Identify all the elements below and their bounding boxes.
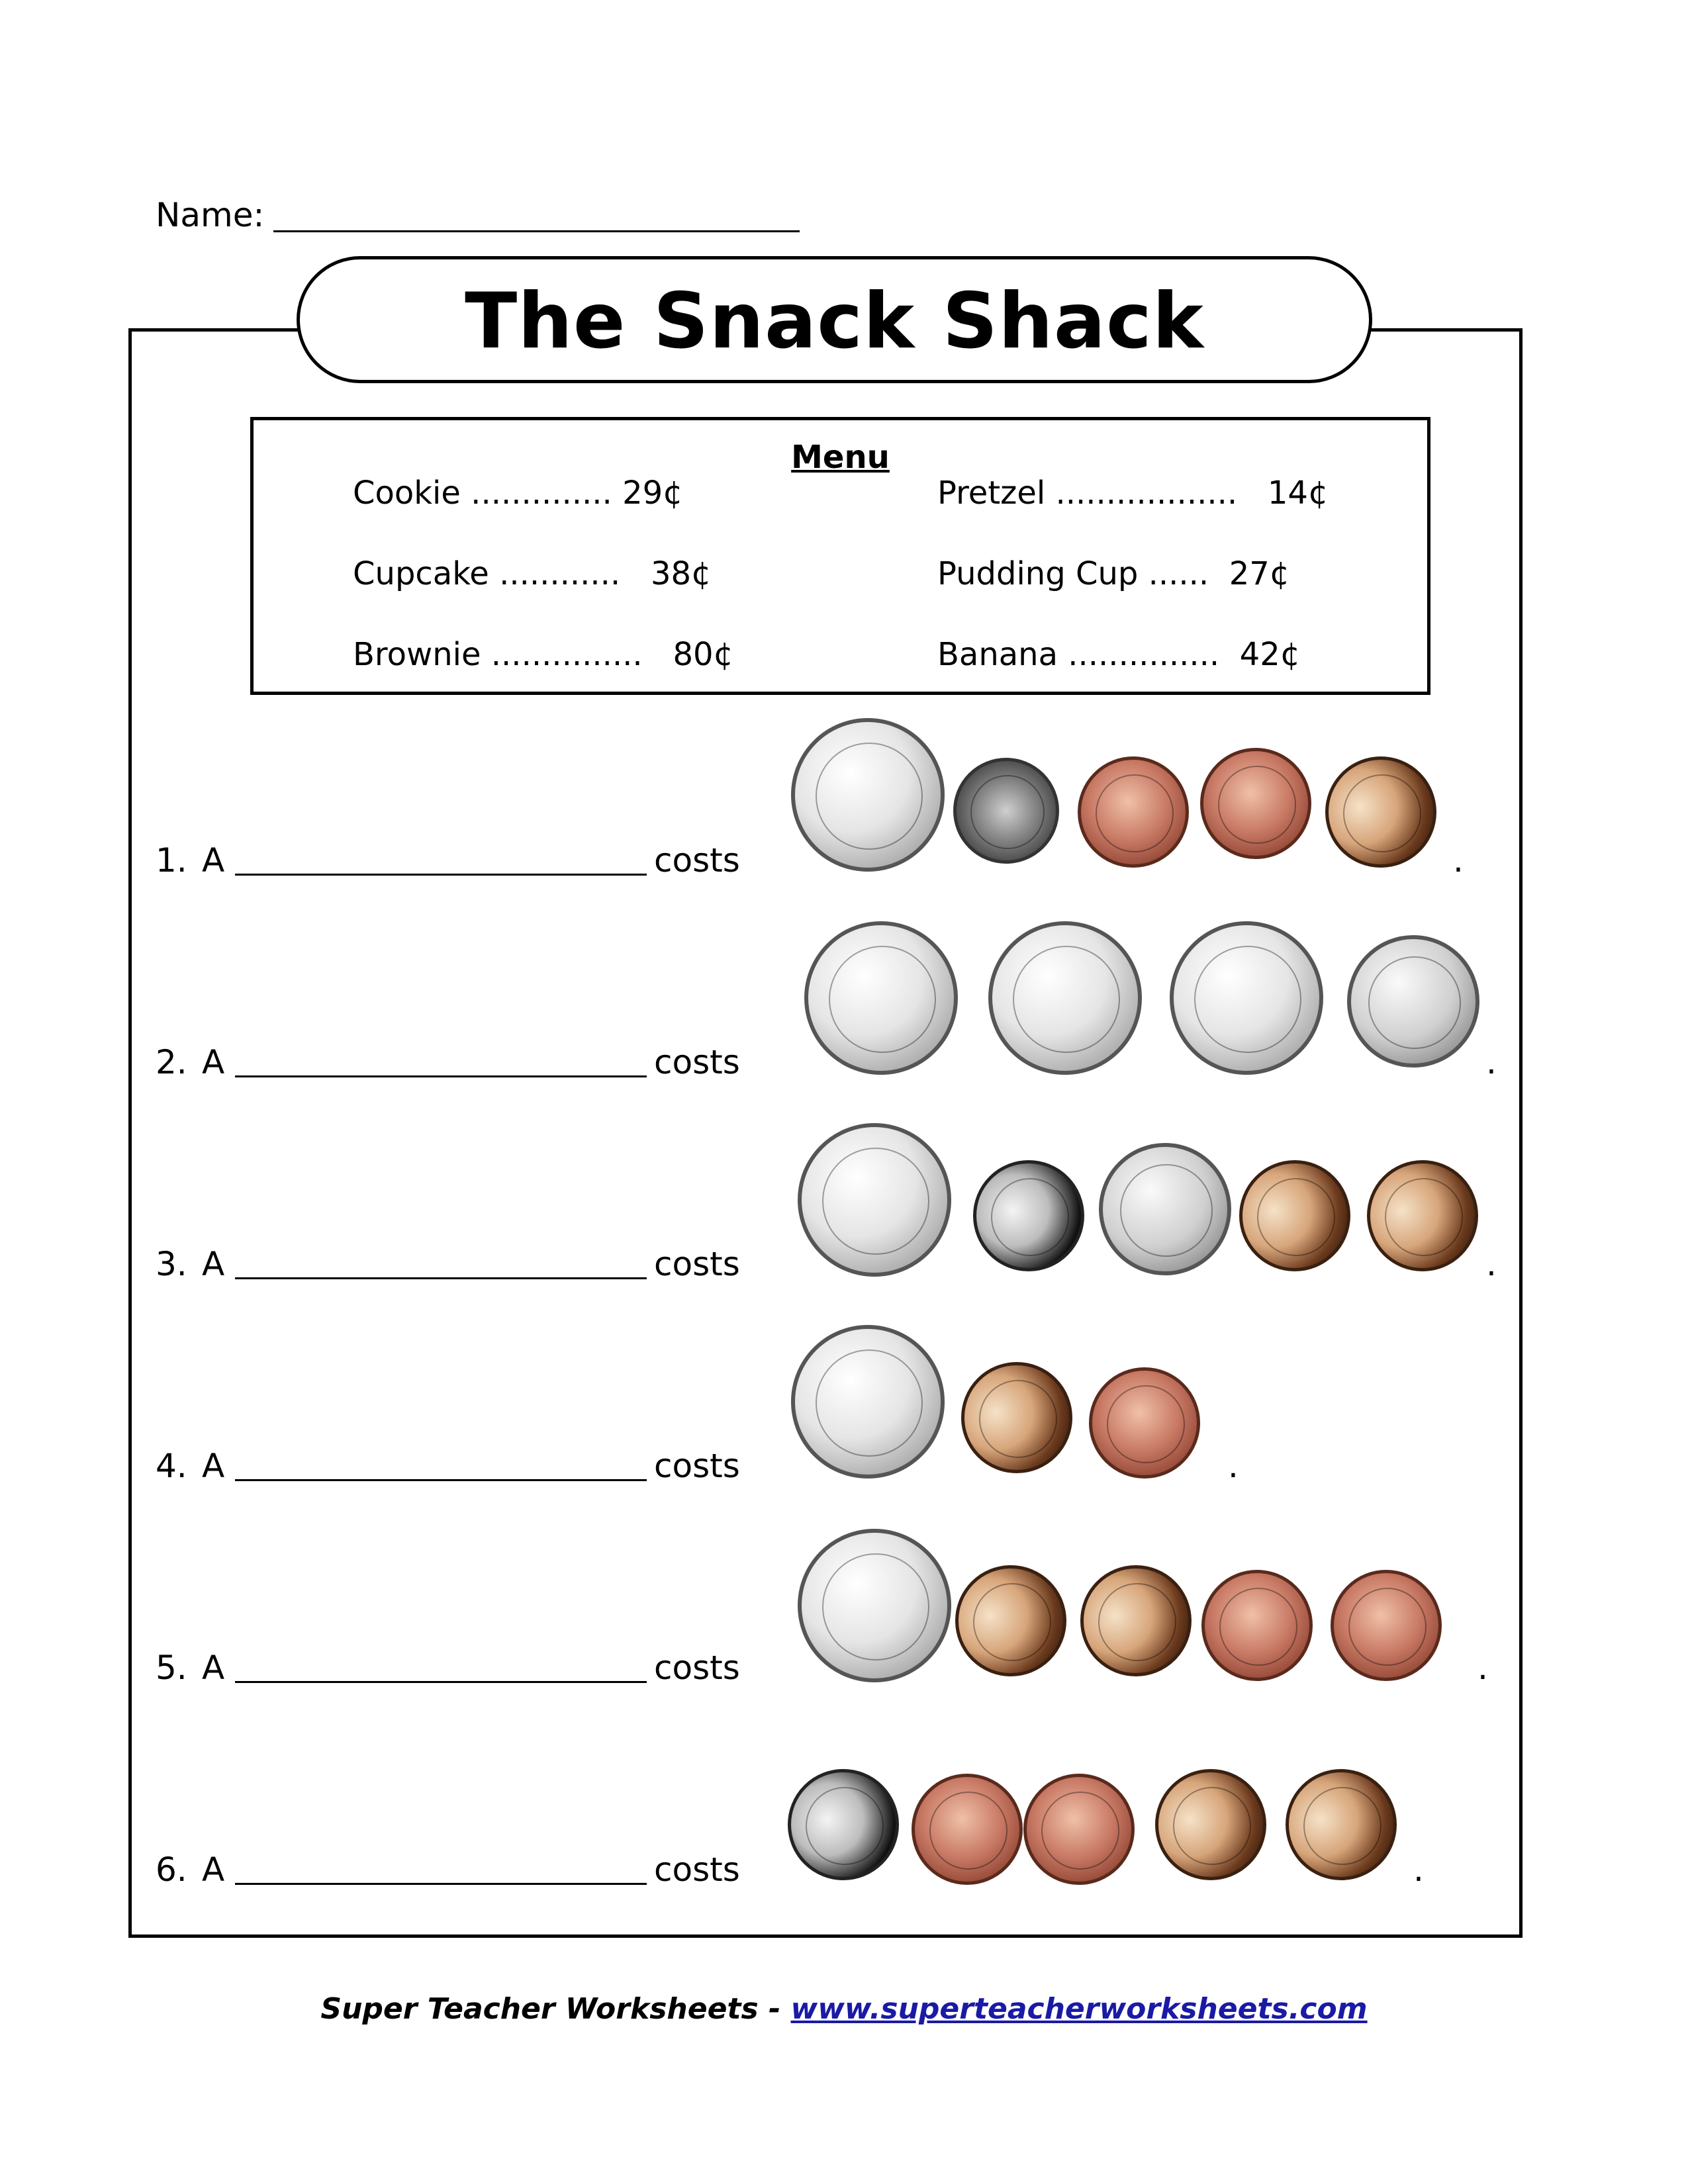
- page-title: The Snack Shack: [465, 277, 1204, 366]
- penny-coin: [1089, 1367, 1200, 1479]
- name-input-line[interactable]: [273, 230, 800, 232]
- question-number: 4.: [156, 1447, 187, 1485]
- coin-rim: [1368, 956, 1460, 1048]
- question-article: A: [202, 1649, 225, 1687]
- dime-coin: [788, 1769, 899, 1880]
- coin-rim: [929, 1792, 1008, 1870]
- quarter-coin: [1170, 921, 1323, 1075]
- menu-item-pudding-cup: [937, 554, 1289, 594]
- menu-item-dots: ..............: [460, 475, 612, 512]
- penny-coin: [1239, 1160, 1350, 1271]
- question-verb: costs: [654, 841, 740, 880]
- sentence-end: .: [1477, 1649, 1488, 1687]
- penny-coin: [1331, 1570, 1442, 1681]
- menu-item-pretzel: [937, 473, 1329, 513]
- coin-rim: [1257, 1178, 1335, 1256]
- menu-item-name: Banana: [937, 636, 1058, 673]
- coin-rim: [991, 1178, 1069, 1256]
- quarter-coin: [804, 921, 958, 1075]
- coin-rim: [816, 743, 923, 850]
- answer-blank[interactable]: [235, 1883, 647, 1885]
- name-label: Name:: [156, 196, 265, 234]
- answer-blank[interactable]: [235, 1479, 647, 1481]
- footer-link[interactable]: www.superteacherworksheets.com: [790, 1992, 1368, 2026]
- penny-coin: [1080, 1565, 1192, 1676]
- dime-coin: [973, 1160, 1084, 1271]
- coin-rim: [1385, 1178, 1463, 1256]
- menu-item-dots: ...............: [481, 636, 643, 673]
- menu-item-name: Pretzel: [937, 475, 1046, 512]
- coin-rim: [1194, 946, 1301, 1053]
- menu-item-banana: [937, 635, 1300, 674]
- coin-rim: [1343, 774, 1421, 852]
- question-number: 5.: [156, 1649, 187, 1687]
- coin-rim: [829, 946, 936, 1053]
- penny-coin: [1367, 1160, 1478, 1271]
- coin-rim: [1096, 774, 1174, 852]
- question-number: 6.: [156, 1850, 187, 1889]
- menu-box: [250, 417, 1430, 695]
- penny-coin: [1200, 748, 1311, 859]
- sentence-end: .: [1228, 1447, 1239, 1485]
- menu-item-brownie: [353, 635, 733, 674]
- answer-blank[interactable]: [235, 874, 647, 876]
- coin-rim: [806, 1787, 884, 1865]
- menu-item-price: 42¢: [1239, 636, 1301, 673]
- coin-rim: [1041, 1792, 1119, 1870]
- quarter-coin: [988, 921, 1142, 1075]
- answer-blank[interactable]: [235, 1681, 647, 1683]
- nickel-coin: [1347, 935, 1479, 1068]
- coin-rim: [1098, 1583, 1176, 1661]
- menu-item-dots: ...............: [1058, 636, 1220, 673]
- menu-heading: Menu: [791, 439, 890, 476]
- menu-item-cupcake: [353, 554, 712, 594]
- menu-item-cookie: [353, 473, 683, 513]
- dime-coin: [953, 758, 1059, 864]
- quarter-coin: [791, 718, 945, 872]
- menu-item-price: 38¢: [650, 555, 712, 592]
- menu-item-name: Cupcake: [353, 555, 489, 592]
- menu-item-name: Brownie: [353, 636, 481, 673]
- answer-blank[interactable]: [235, 1075, 647, 1077]
- question-verb: costs: [654, 1245, 740, 1283]
- coin-rim: [1348, 1588, 1427, 1666]
- sentence-end: .: [1453, 841, 1464, 880]
- coin-rim: [1013, 946, 1120, 1053]
- question-number: 1.: [156, 841, 187, 880]
- penny-coin: [1325, 756, 1436, 868]
- question-verb: costs: [654, 1649, 740, 1687]
- nickel-coin: [1099, 1143, 1231, 1275]
- penny-coin: [955, 1565, 1066, 1676]
- penny-coin: [1201, 1570, 1313, 1681]
- sentence-end: .: [1486, 1245, 1497, 1283]
- menu-item-dots: ............: [489, 555, 621, 592]
- menu-item-dots: ......: [1138, 555, 1209, 592]
- question-verb: costs: [654, 1043, 740, 1081]
- penny-coin: [1155, 1769, 1266, 1880]
- coin-rim: [1303, 1787, 1382, 1865]
- menu-item-price: 14¢: [1267, 475, 1329, 512]
- coin-rim: [822, 1148, 929, 1255]
- footer-brand: Super Teacher Worksheets -: [320, 1992, 781, 2026]
- footer: [0, 1992, 1688, 2026]
- penny-coin: [1023, 1774, 1135, 1885]
- sentence-end: .: [1413, 1850, 1424, 1889]
- question-article: A: [202, 841, 225, 880]
- coin-rim: [822, 1553, 929, 1661]
- penny-coin: [912, 1774, 1023, 1885]
- question-article: A: [202, 1850, 225, 1889]
- question-verb: costs: [654, 1850, 740, 1889]
- question-article: A: [202, 1245, 225, 1283]
- coin-rim: [1120, 1164, 1212, 1256]
- question-verb: costs: [654, 1447, 740, 1485]
- menu-item-price: 27¢: [1229, 555, 1290, 592]
- menu-item-dots: ..................: [1045, 475, 1238, 512]
- sentence-end: .: [1486, 1043, 1497, 1081]
- coin-rim: [816, 1349, 923, 1457]
- penny-coin: [1078, 756, 1189, 868]
- coin-rim: [1173, 1787, 1251, 1865]
- coin-rim: [970, 775, 1045, 849]
- penny-coin: [961, 1362, 1072, 1473]
- coin-rim: [1107, 1385, 1185, 1463]
- quarter-coin: [798, 1123, 951, 1277]
- question-number: 3.: [156, 1245, 187, 1283]
- menu-item-name: Pudding Cup: [937, 555, 1139, 592]
- menu-item-price: 29¢: [622, 475, 683, 512]
- coin-rim: [973, 1583, 1051, 1661]
- question-article: A: [202, 1447, 225, 1485]
- menu-item-price: 80¢: [673, 636, 734, 673]
- quarter-coin: [791, 1325, 945, 1479]
- menu-item-name: Cookie: [353, 475, 461, 512]
- title-banner: [297, 256, 1372, 383]
- quarter-coin: [798, 1529, 951, 1682]
- coin-rim: [1219, 1588, 1297, 1666]
- coin-rim: [1218, 766, 1296, 844]
- question-number: 2.: [156, 1043, 187, 1081]
- question-article: A: [202, 1043, 225, 1081]
- coin-rim: [979, 1380, 1057, 1458]
- answer-blank[interactable]: [235, 1277, 647, 1279]
- penny-coin: [1286, 1769, 1397, 1880]
